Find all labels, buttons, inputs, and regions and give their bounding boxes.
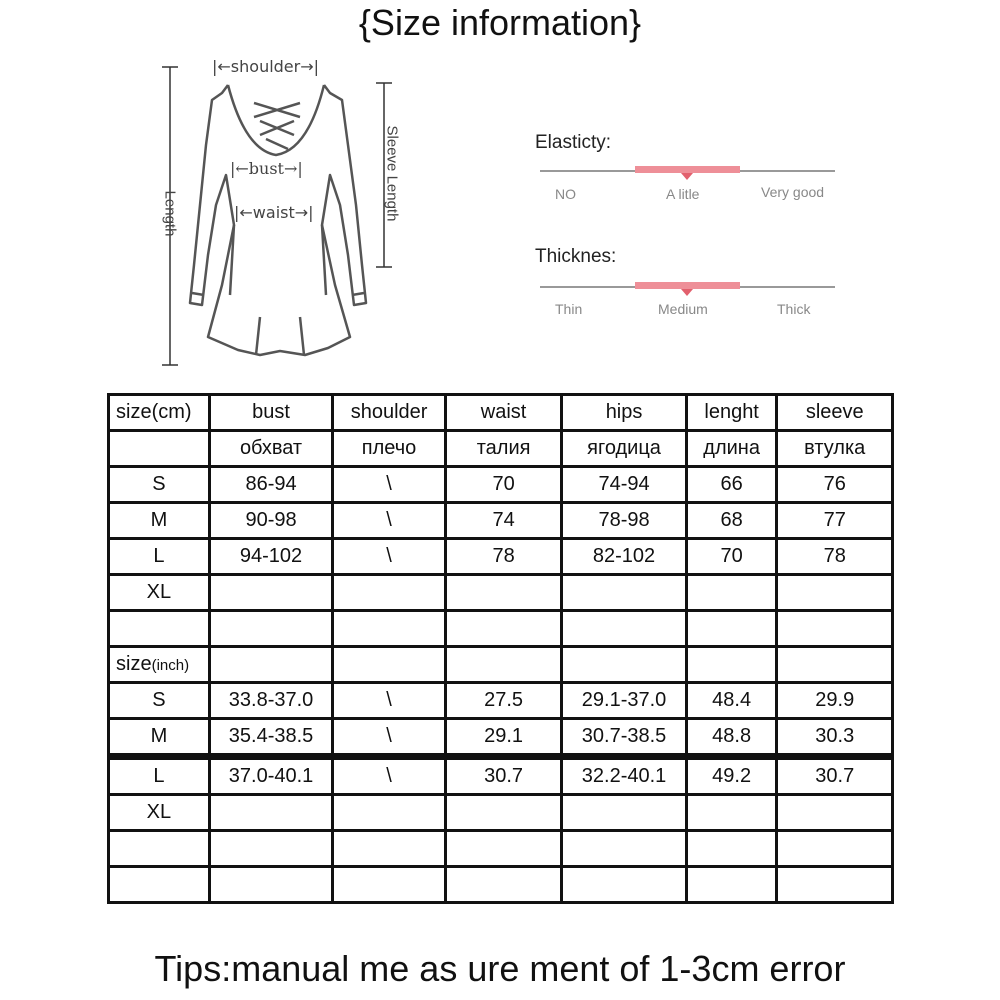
elasticity-marker — [635, 166, 740, 173]
thickness-marker — [635, 282, 740, 289]
table-cell — [109, 831, 210, 867]
table-cell — [209, 575, 332, 611]
table-cell: 78 — [445, 539, 561, 575]
table-cell — [686, 611, 777, 647]
table-cell — [333, 647, 446, 683]
table-row — [109, 575, 893, 611]
elasticity-option-very-good: Very good — [761, 184, 825, 200]
table-cell — [209, 611, 332, 647]
table-cell: 48.4 — [686, 683, 777, 719]
header-ru-cell: ягодица — [562, 431, 687, 467]
dress-illustration — [150, 55, 410, 375]
table-header-ru-row — [109, 431, 893, 467]
table-cell — [333, 575, 446, 611]
table-cell — [445, 867, 561, 903]
table-cell — [333, 831, 446, 867]
table-cell: 33.8-37.0 — [209, 683, 332, 719]
elasticity-label: Elasticty: — [535, 132, 612, 153]
table-cell — [777, 611, 893, 647]
table-cell — [777, 795, 893, 831]
table-cell: 37.0-40.1 — [209, 757, 332, 795]
header-ru-cell: плечо — [333, 431, 446, 467]
table-cell — [209, 867, 332, 903]
table-cell: 30.7 — [445, 757, 561, 795]
table-cell: \ — [333, 503, 446, 539]
sleeve-length-label: Sleeve Length — [383, 125, 401, 222]
thickness-gauge — [535, 246, 835, 326]
table-cell: 77 — [777, 503, 893, 539]
table-cell: 70 — [686, 539, 777, 575]
thickness-option-thin: Thin — [555, 301, 583, 317]
header-ru-cell: длина — [686, 431, 777, 467]
table-cell: \ — [333, 539, 446, 575]
table-cell — [333, 611, 446, 647]
table-cell: L — [109, 539, 210, 575]
table-cell — [445, 647, 561, 683]
table-cell — [562, 647, 687, 683]
table-cell: S — [109, 683, 210, 719]
table-row — [109, 757, 893, 795]
table-cell: 70 — [445, 467, 561, 503]
table-cell: 49.2 — [686, 757, 777, 795]
table-cell — [686, 867, 777, 903]
table-cell — [686, 795, 777, 831]
table-cell — [445, 575, 561, 611]
table-cell — [445, 611, 561, 647]
table-cell: \ — [333, 757, 446, 795]
thickness-option-medium: Medium — [658, 301, 708, 317]
table-row — [109, 467, 893, 503]
header-ru-cell: втулка — [777, 431, 893, 467]
elasticity-option-no: NO — [555, 186, 576, 202]
table-cell: L — [109, 757, 210, 795]
table-cell: 94-102 — [209, 539, 332, 575]
table-cell — [686, 831, 777, 867]
table-cell — [562, 867, 687, 903]
header-cell: bust — [209, 395, 332, 431]
table-cell: 90-98 — [209, 503, 332, 539]
table-cell — [445, 831, 561, 867]
table-cell: 30.3 — [777, 719, 893, 757]
table-row — [109, 539, 893, 575]
table-cell — [209, 831, 332, 867]
table-cell: 27.5 — [445, 683, 561, 719]
table-row — [109, 795, 893, 831]
header-cell: sleeve — [777, 395, 893, 431]
table-cell — [562, 795, 687, 831]
table-cell — [562, 611, 687, 647]
header-cell: lenght — [686, 395, 777, 431]
bust-label: |←bust→| — [230, 159, 303, 178]
table-cell: 29.1-37.0 — [562, 683, 687, 719]
header-ru-cell: обхват — [209, 431, 332, 467]
table-cell: \ — [333, 719, 446, 757]
header-cell: shoulder — [333, 395, 446, 431]
table-cell — [333, 795, 446, 831]
table-cell — [777, 647, 893, 683]
thickness-option-thick: Thick — [777, 301, 811, 317]
tips-note: Tips:manual me as ure ment of 1-3cm error — [154, 948, 846, 989]
table-cell — [445, 795, 561, 831]
size-table — [107, 393, 894, 904]
length-label: Length — [161, 190, 179, 237]
header-ru-cell: талия — [445, 431, 561, 467]
shoulder-label: |←shoulder→| — [212, 57, 320, 76]
table-cell: 30.7-38.5 — [562, 719, 687, 757]
table-cell: 68 — [686, 503, 777, 539]
table-cell: S — [109, 467, 210, 503]
table-cell: XL — [109, 795, 210, 831]
elasticity-gauge — [535, 132, 835, 212]
table-cell — [562, 831, 687, 867]
table-cell: 35.4-38.5 — [209, 719, 332, 757]
table-cell: 29.9 — [777, 683, 893, 719]
table-cell — [686, 647, 777, 683]
header-ru-cell — [109, 431, 210, 467]
table-cell: 78 — [777, 539, 893, 575]
table-cell — [109, 867, 210, 903]
table-cell: 32.2-40.1 — [562, 757, 687, 795]
table-cell: XL — [109, 575, 210, 611]
table-cell: 30.7 — [777, 757, 893, 795]
elasticity-option-a-little: A litle — [666, 186, 700, 202]
waist-label: |←waist→| — [234, 203, 314, 222]
table-cell: 76 — [777, 467, 893, 503]
table-cell: 74 — [445, 503, 561, 539]
table-row — [109, 503, 893, 539]
table-cell — [777, 831, 893, 867]
table-cell: 82-102 — [562, 539, 687, 575]
table-cell — [209, 795, 332, 831]
table-cell: \ — [333, 683, 446, 719]
table-cell: 66 — [686, 467, 777, 503]
header-cell: hips — [562, 395, 687, 431]
thickness-pointer — [681, 289, 693, 296]
elasticity-pointer — [681, 173, 693, 180]
table-cell: \ — [333, 467, 446, 503]
table-cell: 48.8 — [686, 719, 777, 757]
table-header-row — [109, 395, 893, 431]
page-title: {Size information} — [358, 2, 642, 43]
table-cell: 29.1 — [445, 719, 561, 757]
table-row — [109, 683, 893, 719]
table-row — [109, 611, 893, 647]
table-cell — [209, 647, 332, 683]
table-cell: 74-94 — [562, 467, 687, 503]
table-row — [109, 831, 893, 867]
table-cell: 78-98 — [562, 503, 687, 539]
inch-header-row — [109, 647, 893, 683]
header-cell: size(cm) — [109, 395, 210, 431]
table-cell — [109, 611, 210, 647]
table-cell: 86-94 — [209, 467, 332, 503]
table-cell: M — [109, 503, 210, 539]
inch-size-label: size(inch) — [109, 647, 210, 683]
thickness-label: Thicknes: — [535, 246, 617, 267]
table-cell — [333, 867, 446, 903]
header-cell: waist — [445, 395, 561, 431]
table-row — [109, 719, 893, 757]
table-cell: M — [109, 719, 210, 757]
table-cell — [777, 867, 893, 903]
table-cell — [562, 575, 687, 611]
table-row — [109, 867, 893, 903]
table-cell — [777, 575, 893, 611]
table-cell — [686, 575, 777, 611]
